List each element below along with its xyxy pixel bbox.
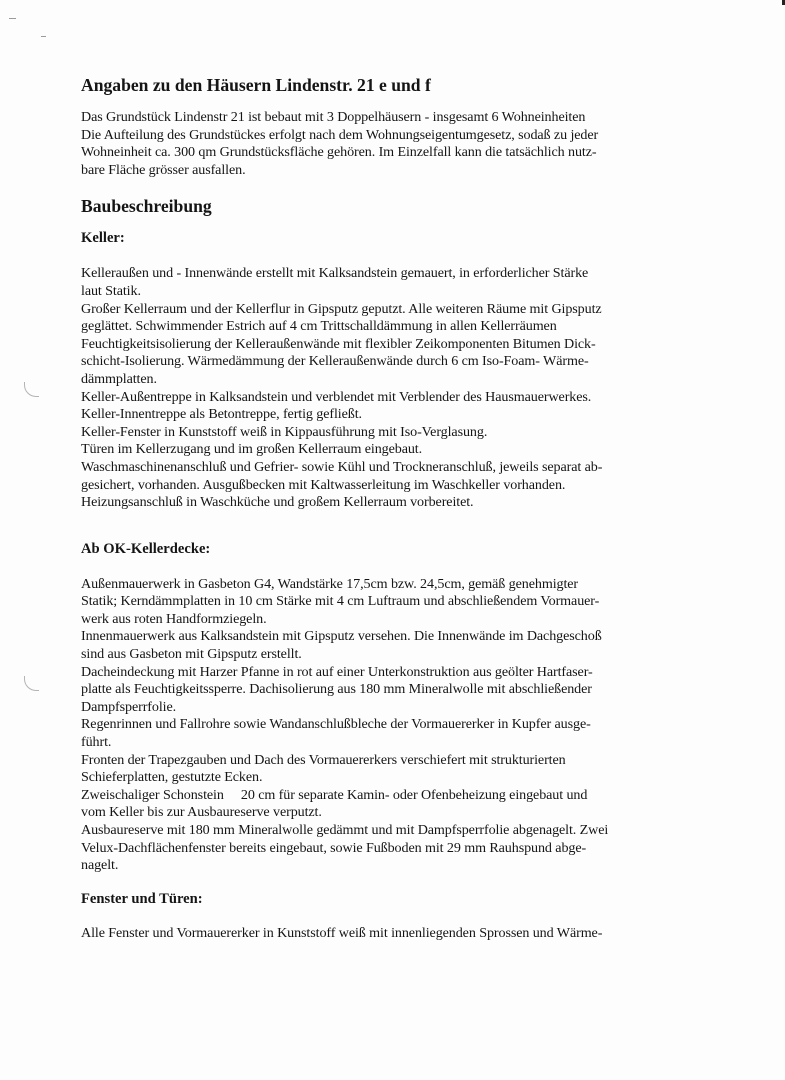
section-title: Baubeschreibung — [81, 196, 212, 217]
kellerdecke-line: platte als Feuchtigkeitssperre. Dachisolierung aus 180 mm Mineralwolle mit abschließender — [81, 681, 592, 698]
kellerdecke-line: Dampfsperrfolie. — [81, 698, 177, 715]
fenster-heading: Fenster und Türen: — [81, 890, 203, 907]
keller-line: gesichert, vorhanden. Ausgußbecken mit Kaltwasserleitung im Waschkeller vorhanden. — [81, 476, 566, 493]
kellerdecke-line: Regenrinnen und Fallrohre sowie Wandanschlußbleche der Vormauererker in Kupfer ausge- — [81, 716, 591, 733]
kellerdecke-line: Ausbaureserve mit 180 mm Mineralwolle gedämmt und mit Dampfsperrfolie abgenagelt. Zwei — [81, 822, 609, 838]
document-body — [81, 74, 671, 942]
intro-line: Wohneinheit ca. 300 qm Grundstücksfläche gehören. Im Einzelfall kann die tatsächlich nutz- — [81, 144, 597, 161]
scan-speck — [41, 36, 46, 37]
keller-line: geglättet. Schwimmender Estrich auf 4 cm Trittschalldämmung in allen Kellerräumen — [81, 318, 557, 335]
kellerdecke-line: vom Keller bis zur Ausbaureserve verputzt. — [81, 804, 322, 821]
kellerdecke-heading: Ab OK-Kellerdecke: — [81, 540, 211, 557]
kellerdecke-paragraph — [81, 576, 671, 875]
fenster-paragraph — [81, 925, 671, 943]
intro-line: Die Aufteilung des Grundstückes erfolgt nach dem Wohnungseigentumgesetz, sodaß zu jeder — [81, 126, 599, 143]
keller-line: Keller-Innentreppe als Betontreppe, fertig gefließt. — [81, 406, 362, 423]
intro-line: Das Grundstück Lindenstr 21 ist bebaut mit 3 Doppelhäusern - insgesamt 6 Wohneinheiten — [81, 109, 586, 125]
kellerdecke-line: Zweischaliger Schonstein 20 cm für separate Kamin- oder Ofenbeheizung eingebaut und — [81, 786, 588, 803]
kellerdecke-line: führt. — [81, 734, 112, 751]
keller-line: Waschmaschinenanschluß und Gefrier- sowie Kühl und Trockneranschluß, jeweils separat ab- — [81, 458, 603, 475]
keller-line: Türen im Kellerzugang und im großen Kellerraum eingebaut. — [81, 441, 423, 458]
keller-heading: Keller: — [81, 230, 125, 247]
keller-line: Kelleraußen und - Innenwände erstellt mit Kalksandstein gemauert, in erforderlicher Stärke — [81, 265, 589, 282]
document-title: Angaben zu den Häusern Lindenstr. 21 e und f — [81, 75, 431, 95]
kellerdecke-line: Statik; Kerndämmplatten in 10 cm Stärke mit 4 cm Luftraum und abschließendem Vormauer- — [81, 593, 600, 610]
kellerdecke-line: Dacheindeckung mit Harzer Pfanne in rot auf einer Unterkonstruktion aus geölter Hartfaser- — [81, 663, 593, 680]
fenster-line: Alle Fenster und Vormauererker in Kunststoff weiß mit innenliegenden Sprossen und Wärme- — [81, 924, 603, 941]
keller-line: dämmplatten. — [81, 370, 157, 387]
intro-paragraph — [81, 109, 671, 179]
punch-hole-mark — [24, 676, 39, 691]
kellerdecke-line: sind aus Gasbeton mit Gipsputz erstellt. — [81, 646, 302, 663]
kellerdecke-line: Fronten der Trapezgauben und Dach des Vormauererkers verschiefert mit strukturierten — [81, 751, 566, 768]
keller-line: Großer Kellerraum und der Kellerflur in Gipsputz geputzt. Alle weiteren Räume mit Gipsputz — [81, 300, 602, 317]
keller-line: laut Statik. — [81, 282, 141, 299]
punch-hole-mark — [24, 382, 39, 397]
kellerdecke-line: Innenmauerwerk aus Kalksandstein mit Gipsputz versehen. Die Innenwände im Dachgeschoß — [81, 628, 602, 645]
keller-line: Feuchtigkeitsisolierung der Kelleraußenwände mit flexibler Zeikomponenten Bitumen Dick- — [81, 335, 596, 352]
kellerdecke-line: Außenmauerwerk in Gasbeton G4, Wandstärke 17,5cm bzw. 24,5cm, gemäß genehmigter — [81, 575, 579, 592]
kellerdecke-line: Velux-Dachflächenfenster bereits eingebaut, sowie Fußboden mit 29 mm Rauhspund abge- — [81, 839, 587, 856]
keller-line: schicht-Isolierung. Wärmedämmung der Kelleraußenwände durch 6 cm Iso-Foam- Wärme- — [81, 353, 589, 370]
keller-paragraph — [81, 265, 671, 511]
kellerdecke-line: nagelt. — [81, 857, 119, 874]
scan-speck — [9, 18, 16, 19]
keller-line: Keller-Außentreppe in Kalksandstein und verblendet mit Verblender des Hausmauerwerkes. — [81, 388, 592, 405]
kellerdecke-line: werk aus roten Handformziegeln. — [81, 610, 267, 627]
intro-line: bare Fläche grösser ausfallen. — [81, 161, 246, 178]
keller-line: Heizungsanschluß in Waschküche und großem Kellerraum vorbereitet. — [81, 494, 474, 511]
keller-line: Keller-Fenster in Kunststoff weiß in Kippausführung mit Iso-Verglasung. — [81, 423, 488, 440]
kellerdecke-line: Schieferplatten, gestutzte Ecken. — [81, 769, 263, 786]
